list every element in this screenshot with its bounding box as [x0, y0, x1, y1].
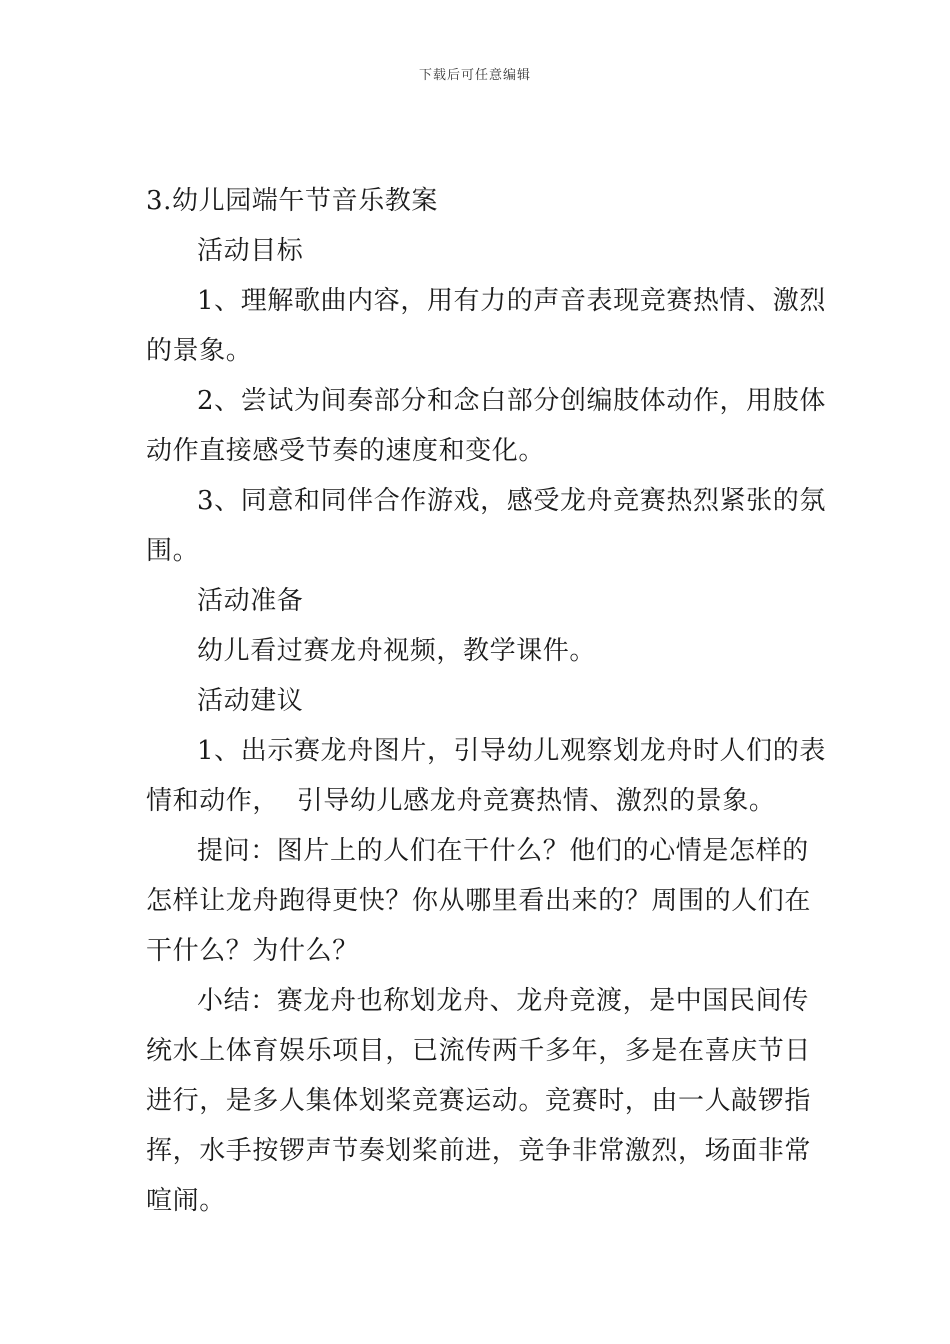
text-line: 2、尝试为间奏部分和念白部分创编肢体动作，用肢体: [197, 386, 826, 416]
section-heading-preparation: 活动准备: [197, 586, 304, 616]
text-line: 喧闹。: [146, 1186, 226, 1216]
text-line: 动作直接感受节奏的速度和变化。: [146, 436, 546, 466]
document-body: [146, 176, 826, 1226]
text-line: 围。: [146, 536, 200, 566]
text-line: 干什么？为什么？: [146, 936, 359, 966]
text-line: 提问：图片上的人们在干什么？他们的心情是怎样的: [197, 836, 809, 866]
text-line: 1、出示赛龙舟图片，引导幼儿观察划龙舟时人们的表: [197, 736, 826, 766]
text-line: 小结：赛龙舟也称划龙舟、龙舟竞渡，是中国民间传: [197, 986, 809, 1016]
section-heading-suggestions: 活动建议: [197, 686, 304, 716]
page-header-note: 下载后可任意编辑: [418, 68, 531, 83]
text-line: 1、理解歌曲内容，用有力的声音表现竞赛热情、激烈: [197, 286, 826, 316]
document-title: 3.幼儿园端午节音乐教案: [146, 186, 439, 216]
text-line: 情和动作， 引导幼儿感龙舟竞赛热情、激烈的景象。: [146, 786, 776, 816]
text-line: 3、同意和同伴合作游戏，感受龙舟竞赛热烈紧张的氛: [197, 486, 826, 516]
text-line: 怎样让龙舟跑得更快？你从哪里看出来的？周围的人们在: [146, 886, 812, 916]
section-heading-goals: 活动目标: [197, 236, 304, 266]
text-line: 统水上体育娱乐项目，已流传两千多年，多是在喜庆节日: [146, 1036, 812, 1066]
text-line: 挥，水手按锣声节奏划桨前进，竞争非常激烈，场面非常: [146, 1136, 812, 1166]
text-line: 幼儿看过赛龙舟视频，教学课件。: [197, 636, 597, 666]
text-line: 进行，是多人集体划桨竞赛运动。竞赛时，由一人敲锣指: [146, 1086, 812, 1116]
text-line: 的景象。: [146, 336, 253, 366]
